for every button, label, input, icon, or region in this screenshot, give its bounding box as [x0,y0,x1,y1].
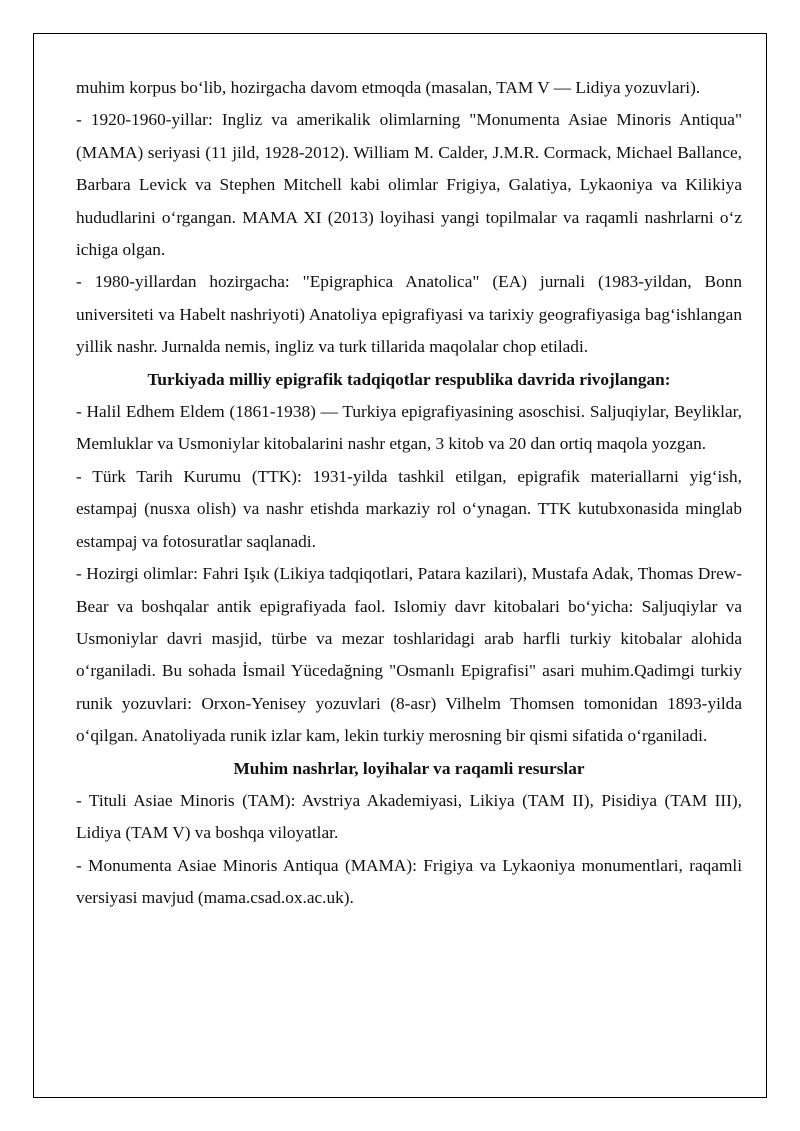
section-heading-publications: Muhim nashrlar, loyihalar va raqamli resurslar [233,758,585,778]
paragraph-epigraphica-anatolica: - 1980-yillardan hozirgacha: "Epigraphica Anatolica" (EA) jurnali (1983-yildan, Bonn universiteti va Habelt nashriyoti) Anatoliya epigrafiyasi va tarixiy geografiyasiga bag‘ishlangan yillik nashr. Jurnalda nemis, ingliz va turk tillarida maqolalar chop etiladi. [76,272,742,357]
paragraph-halil-edhem: - Halil Edhem Eldem (1861-1938) — Turkiya epigrafiyasining asoschisi. Saljuqiylar, Beyliklar, Memluklar va Usmoniylar kitobalarini nashr etgan, 3 kitob va 20 dan ortiq maqola yozgan. [76,402,742,454]
section-heading-turkish-research: Turkiyada milliy epigrafik tadqiqotlar respublika davrida rivojlangan: [147,369,671,389]
paragraph-tam: - Tituli Asiae Minoris (TAM): Avstriya Akademiyasi, Likiya (TAM II), Pisidiya (TAM III), Lidiya (TAM V) va boshqa viloyatlar. [76,790,742,843]
document-body [76,72,742,915]
paragraph-current-scholars: - Hozirgi olimlar: Fahri Işık (Likiya tadqiqotlari, Patara kazilari), Mustafa Adak, Thomas Drew-Bear va boshqalar antik epigrafiyada faol. Islomiy davr kitobalari bo‘yicha: Saljuqiylar va Usmoniylar davri masjid, türbe va mezar toshlaridagi arab harfli turkiy kitobalar alohida o‘rganiladi. Bu sohada İsmail Yücedağning "Osmanlı Epigrafisi" asari muhim.Qadimgi turkiy runik yozuvlari: Orxon-Yenisey yozuvlari (8-asr) Vilhelm Thomsen tomonidan 1893-yilda o‘qilgan. Anatoliyada runik izlar kam, lekin turkiy merosning bir qismi sifatida o‘rganiladi. [76,564,742,746]
paragraph-tam-continuation: muhim korpus bo‘lib, hozirgacha davom etmoqda (masalan, TAM V — Lidiya yozuvlari). [76,78,701,97]
paragraph-ttk: - Türk Tarih Kurumu (TTK): 1931-yilda tashkil etilgan, epigrafik materiallarni yig‘ish, estampaj (nusxa olish) va nashr etishda markaziy rol o‘ynagan. TTK kutubxonasida minglab estampaj va fotosuratlar saqlanadi. [76,466,742,551]
paragraph-mama: - Monumenta Asiae Minoris Antiqua (MAMA): Frigiya va Lykaoniya monumentlari, raqamli versiyasi mavjud (mama.csad.ox.ac.uk). [76,855,742,908]
paragraph-mama-series: - 1920-1960-yillar: Ingliz va amerikalik olimlarning "Monumenta Asiae Minoris Antiqua" (MAMA) seriyasi (11 jild, 1928-2012). William M. Calder, J.M.R. Cormack, Michael Ballance, Barbara Levick va Stephen Mitchell kabi olimlar Frigiya, Galatiya, Lykaoniya va Kilikiya hududlarini o‘rgangan. MAMA XI (2013) loyihasi yangi topilmalar va raqamli nashrlarni o‘z ichiga olgan. [76,110,742,260]
